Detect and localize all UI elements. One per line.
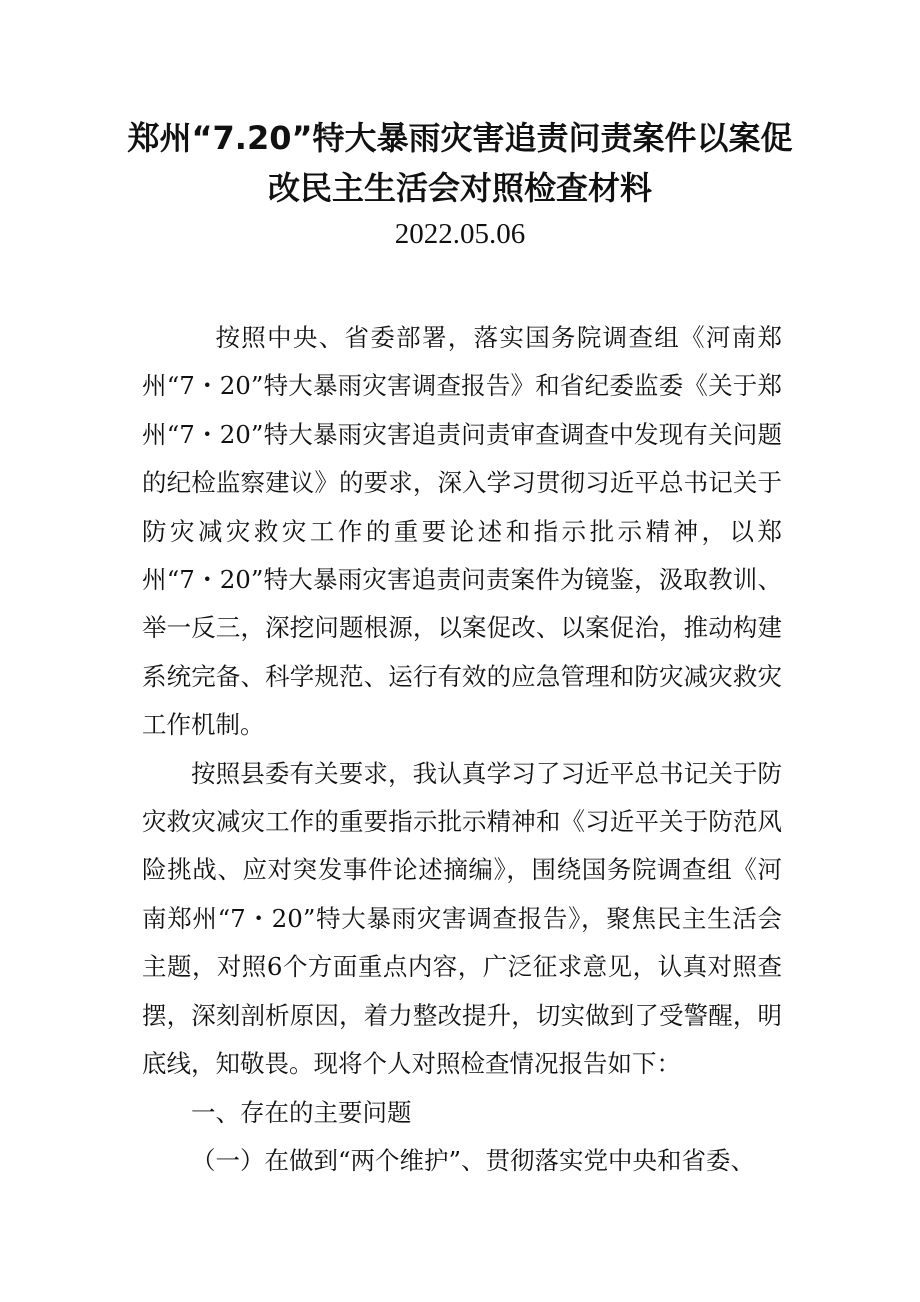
document-body (142, 314, 782, 1185)
body-paragraph-1: 按照中央、省委部署，落实国务院调查组《河南郑州“7・20”特大暴雨灾害调查报告》和省纪委监委《关于郑州“7・20”特大暴雨灾害追责问责审查调查中发现有关问题的纪检监察建议》的要求，深入学习贯彻习近平总书记关于防灾减灾救灾工作的重要论述和指示批示精神，以郑州“7・20”特大暴雨灾害追责问责案件为镜鉴，汲取教训、举一反三，深挖问题根源，以案促改、以案促治，推动构建系统完备、科学规范、运行有效的应急管理和防灾减灾救灾工作机制。 (142, 323, 782, 740)
document-date: 2022.05.06 (394, 218, 526, 250)
document-title-line-1: 郑州“7.20”特大暴雨灾害追责问责案件以案促 (127, 119, 793, 157)
body-paragraph-2: 按照县委有关要求，我认真学习了习近平总书记关于防灾救灾减灾工作的重要指示批示精神和《习近平关于防范风险挑战、应对突发事件论述摘编》，围绕国务院调查组《河南郑州“7・20”特大暴雨灾害调查报告》，聚焦民主生活会主题，对照6个方面重点内容，广泛征求意见，认真对照查摆，深刻剖析原因，着力整改提升，切实做到了受警醒，明底线，知敬畏。现将个人对照检查情况报告如下： (142, 758, 782, 1079)
section-heading-1: 一、存在的主要问题 (191, 1097, 412, 1127)
document-title-line-2: 改民主生活会对照检查材料 (267, 169, 652, 207)
subsection-heading-1: （一）在做到“两个维护”、贯彻落实党中央和省委、 (191, 1145, 756, 1175)
